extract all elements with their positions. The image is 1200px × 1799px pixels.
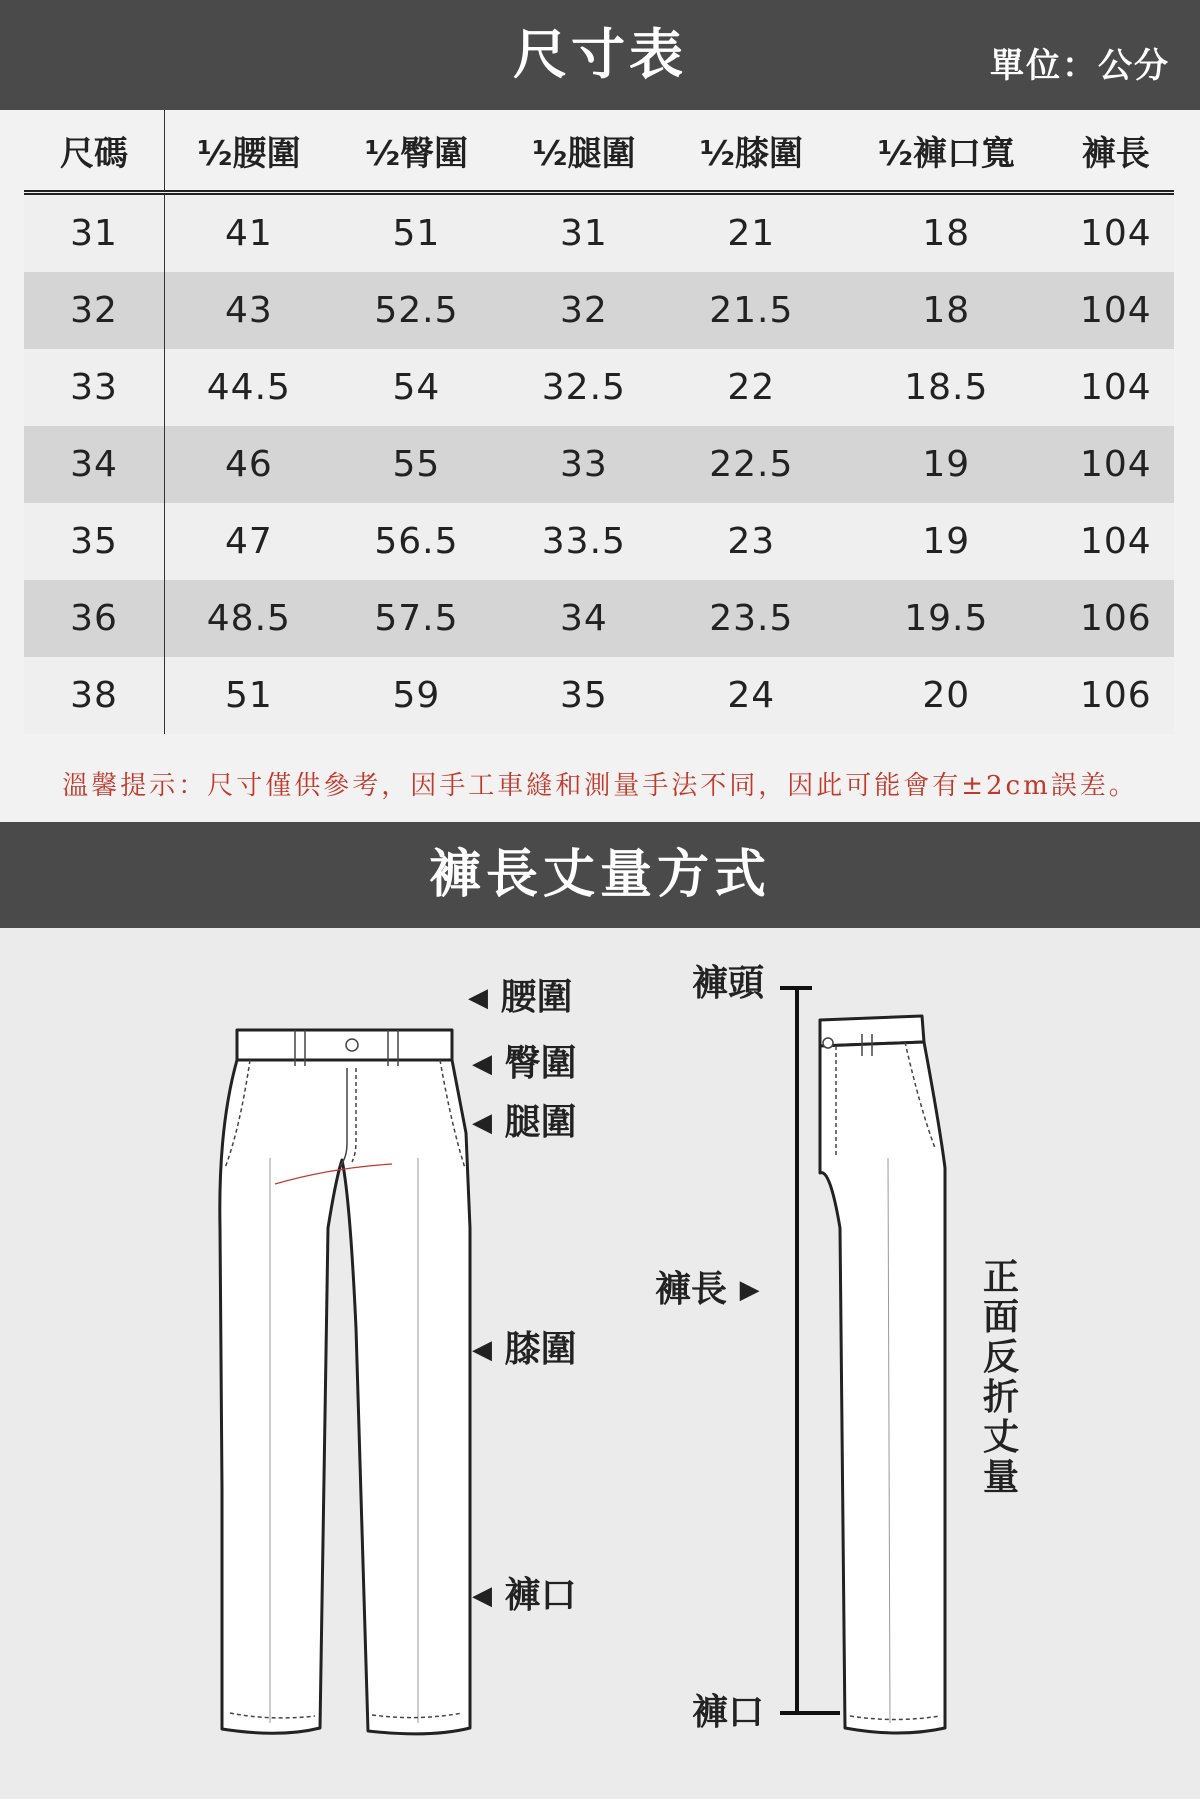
length-label: 褲長 ▶ — [655, 1269, 760, 1310]
measurement-section-header — [0, 822, 1200, 928]
column-header: ½臀圍 — [333, 110, 500, 193]
knee-label: ◀ 膝圍 — [472, 1329, 577, 1370]
table-cell: 54 — [333, 349, 500, 426]
table-cell: 106 — [1058, 657, 1174, 734]
table-cell: 44.5 — [165, 349, 333, 426]
page-title: 尺寸表 — [513, 23, 687, 86]
table-cell: 47 — [165, 503, 333, 580]
arrow-left-icon: ◀ — [472, 1335, 492, 1365]
waist-label: ◀ 腰圍 — [468, 977, 573, 1018]
arrow-left-icon: ◀ — [472, 1581, 492, 1611]
size-table — [24, 110, 1174, 734]
unit-label: 單位：公分 — [990, 46, 1170, 86]
table-cell: 104 — [1058, 193, 1174, 273]
table-row — [24, 349, 1174, 426]
table-cell: 104 — [1058, 349, 1174, 426]
table-cell: 19 — [835, 503, 1058, 580]
size-table-container — [0, 110, 1200, 822]
table-cell: 104 — [1058, 426, 1174, 503]
hip-label: ◀ 臀圍 — [472, 1043, 577, 1084]
table-cell: 43 — [165, 272, 333, 349]
table-cell: 57.5 — [333, 580, 500, 657]
column-header: ½膝圍 — [668, 110, 835, 193]
table-cell: 18 — [835, 193, 1058, 273]
column-header: ½腰圍 — [165, 110, 333, 193]
table-cell: 48.5 — [165, 580, 333, 657]
table-row — [24, 272, 1174, 349]
table-cell: 38 — [24, 657, 165, 734]
table-cell: 18 — [835, 272, 1058, 349]
table-cell: 106 — [1058, 580, 1174, 657]
table-row — [24, 503, 1174, 580]
table-cell: 56.5 — [333, 503, 500, 580]
table-cell: 35 — [24, 503, 165, 580]
arrow-right-icon: ▶ — [739, 1275, 760, 1305]
column-header: ½褲口寬 — [835, 110, 1058, 193]
column-header: 尺碼 — [24, 110, 165, 193]
table-cell: 52.5 — [333, 272, 500, 349]
table-cell: 104 — [1058, 503, 1174, 580]
arrow-left-icon: ◀ — [472, 1108, 492, 1138]
table-cell: 35 — [500, 657, 667, 734]
fold-measure-note: 正 面 反 折 丈 量 — [982, 1257, 1019, 1498]
table-cell: 33.5 — [500, 503, 667, 580]
column-header: 褲長 — [1058, 110, 1174, 193]
table-cell: 19.5 — [835, 580, 1058, 657]
front-pants-drawing — [220, 1030, 470, 1734]
arrow-left-icon: ◀ — [468, 983, 488, 1013]
table-cell: 51 — [333, 193, 500, 273]
hem-label: ◀ 褲口 — [472, 1575, 577, 1616]
table-cell: 46 — [165, 426, 333, 503]
size-chart-header — [0, 0, 1200, 110]
table-cell: 33 — [24, 349, 165, 426]
table-cell: 34 — [24, 426, 165, 503]
table-cell: 51 — [165, 657, 333, 734]
table-cell: 21.5 — [668, 272, 835, 349]
table-cell: 32 — [24, 272, 165, 349]
measurement-note: 溫馨提示：尺寸僅供參考，因手工車縫和測量手法不同，因此可能會有±2cm誤差。 — [62, 771, 1138, 801]
table-row — [24, 193, 1174, 273]
table-cell: 23.5 — [668, 580, 835, 657]
table-cell: 31 — [24, 193, 165, 273]
table-row — [24, 580, 1174, 657]
table-row — [24, 426, 1174, 503]
thigh-label: ◀ 腿圍 — [472, 1102, 577, 1143]
table-cell: 32 — [500, 272, 667, 349]
table-header-row — [24, 110, 1174, 193]
table-cell: 33 — [500, 426, 667, 503]
table-cell: 36 — [24, 580, 165, 657]
table-cell: 23 — [668, 503, 835, 580]
measurement-diagram — [0, 928, 1200, 1799]
table-cell: 20 — [835, 657, 1058, 734]
table-row — [24, 657, 1174, 734]
column-header: ½腿圍 — [500, 110, 667, 193]
hem-side-label: 褲口 — [692, 1692, 765, 1733]
section-title: 褲長丈量方式 — [428, 845, 771, 905]
table-cell: 59 — [333, 657, 500, 734]
arrow-left-icon: ◀ — [472, 1049, 492, 1079]
table-cell: 32.5 — [500, 349, 667, 426]
table-cell: 104 — [1058, 272, 1174, 349]
table-cell: 22 — [668, 349, 835, 426]
table-cell: 31 — [500, 193, 667, 273]
table-cell: 55 — [333, 426, 500, 503]
table-cell: 24 — [668, 657, 835, 734]
table-cell: 19 — [835, 426, 1058, 503]
table-cell: 21 — [668, 193, 835, 273]
table-cell: 18.5 — [835, 349, 1058, 426]
table-cell: 22.5 — [668, 426, 835, 503]
table-cell: 41 — [165, 193, 333, 273]
waistband-label: 褲頭 — [692, 963, 765, 1004]
table-cell: 34 — [500, 580, 667, 657]
